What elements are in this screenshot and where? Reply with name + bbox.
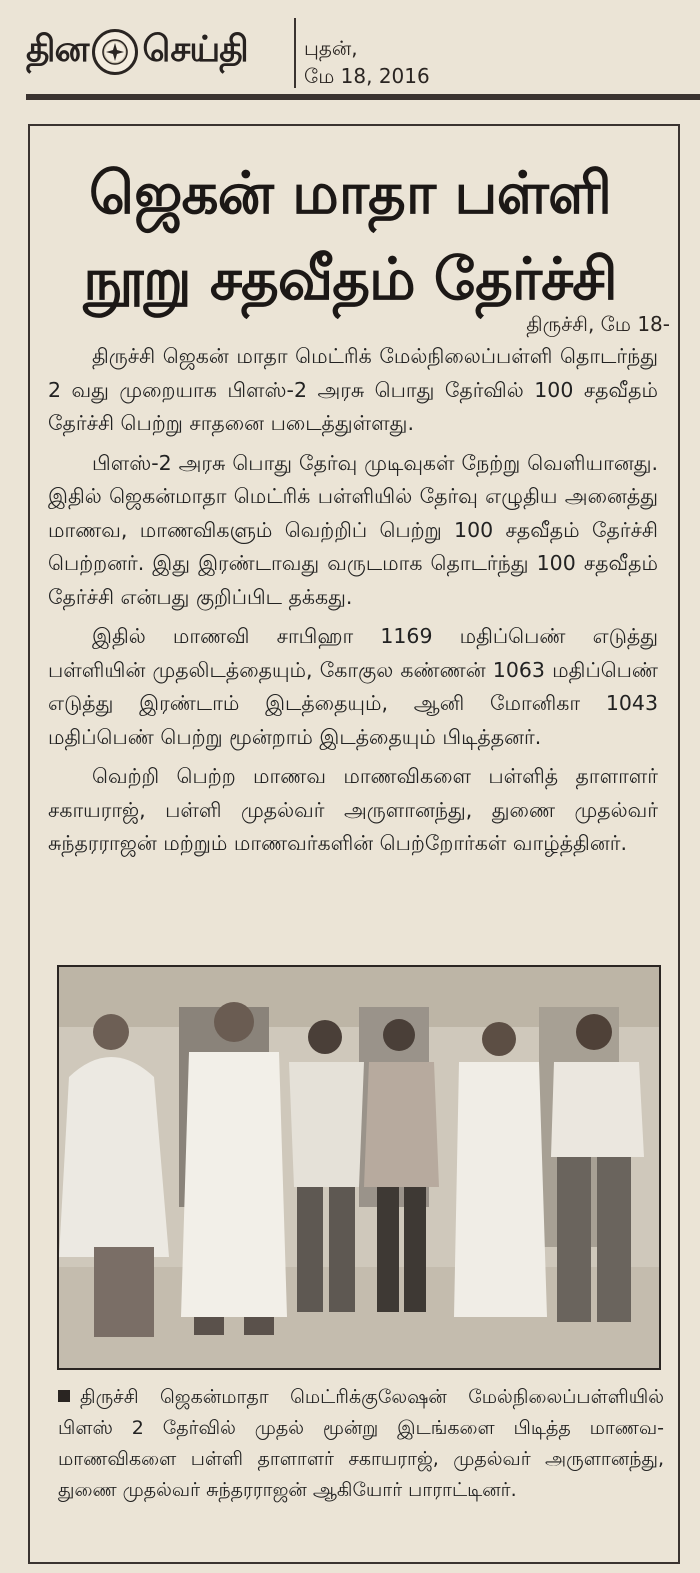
caption-text: திருச்சி ஜெகன்மாதா மெட்ரிக்குலேஷன் மேல்நிலைப்பள்ளியில் பிளஸ் 2 தேர்வில் முதல் மூன்று இடங்களை பிடித்த மாணவ-மாணவிகளை பள்ளி தாளாளர் சகாயராஜ், முதல்வர் அருளானந்து, துணை முதல்வர் சுந்தரராஜன் ஆகியோர் பாராட்டினர். [58, 1386, 664, 1501]
headline-line-1: ஜெகன் மாதா பள்ளி [89, 159, 611, 227]
article-headline [30, 150, 670, 322]
logo-text-right: செய்தி [142, 29, 248, 70]
dateline: திருச்சி, மே 18- [526, 312, 670, 336]
photo-caption [58, 1382, 664, 1506]
person-figure [454, 1022, 547, 1317]
paragraph-4: வெற்றி பெற்ற மாணவ மாணவிகளை பள்ளித் தாளாளர் சகாயராஜ், பள்ளி முதல்வர் அருளானந்து, துணை முதல்வர் சுந்தரராஜன் மற்றும் மாணவர்களின் பெற்றோர்கள் வாழ்த்தினர். [48, 764, 658, 855]
masthead-rule [26, 94, 700, 100]
emblem-icon [92, 29, 138, 75]
issue-day: புதன், [304, 36, 358, 60]
newspaper-logo [26, 22, 248, 82]
paragraph-1: திருச்சி ஜெகன் மாதா மெட்ரிக் மேல்நிலைப்பள்ளி தொடர்ந்து 2 வது முறையாக பிளஸ்-2 அரசு பொது தேர்வில் 100 சதவீதம் தேர்ச்சி பெற்று சாதனை படைத்துள்ளது. [48, 344, 658, 435]
issue-date-text: மே 18, 2016 [304, 64, 430, 88]
article-body [48, 340, 658, 867]
masthead-divider [294, 18, 296, 88]
paragraph-2: பிளஸ்-2 அரசு பொது தேர்வு முடிவுகள் நேற்று வெளியானது. இதில் ஜெகன்மாதா மெட்ரிக் பள்ளியில் தேர்வு எழுதிய அனைத்து மாணவ, மாணவிகளும் வெற்றிப் பெற்று 100 சதவீதம் தேர்ச்சி பெற்றனர். இது இரண்டாவது வருடமாக தொடர்ந்து 100 சதவீதம் தேர்ச்சி என்பது குறிப்பிட தக்கது. [48, 450, 658, 609]
square-bullet-icon [58, 1390, 70, 1402]
paragraph-3: இதில் மாணவி சாபிஹா 1169 மதிப்பெண் எடுத்து பள்ளியின் முதலிடத்தையும், கோகுல கண்ணன் 1063 மதிப்பெண் எடுத்து இரண்டாம் இடத்தையும், ஆனி மோனிகா 1043 மதிப்பெண் பெற்று மூன்றாம் இடத்தையும் பிடித்தனர். [48, 624, 658, 749]
masthead [26, 10, 700, 100]
news-photo [57, 965, 661, 1370]
headline-line-2: நூறு சதவீதம் தேர்ச்சி [83, 245, 617, 313]
logo-text-left: தின [26, 29, 89, 70]
issue-date [304, 34, 430, 90]
